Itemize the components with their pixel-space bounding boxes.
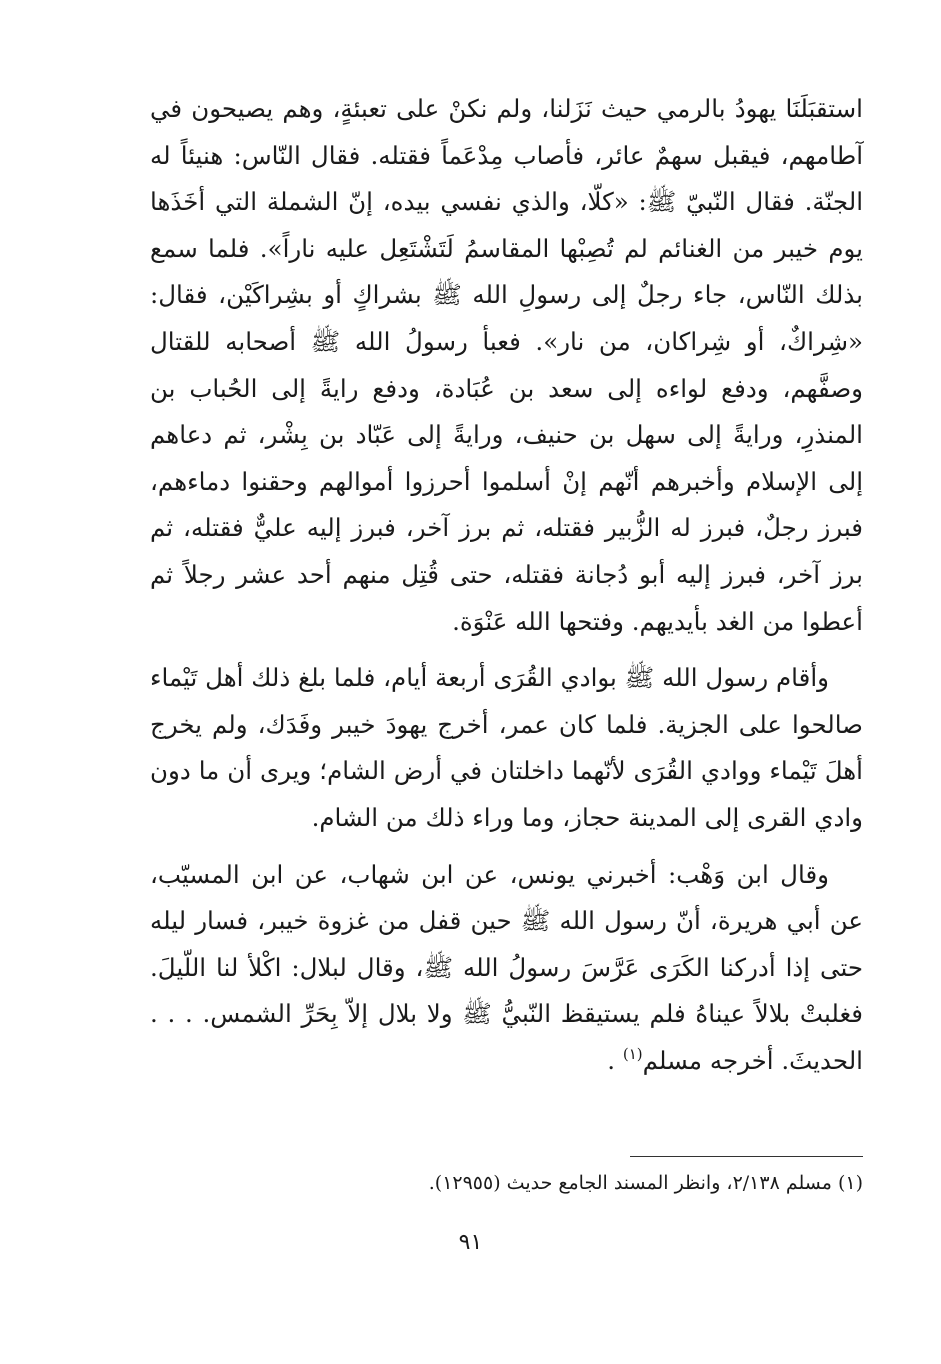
main-text	[150, 86, 863, 1084]
paragraph-3	[150, 852, 863, 1085]
paragraph-3-text: وقال ابن وَهْب: أخبرني يونس، عن ابن شهاب، عن ابن المسيّب، عن أبي هريرة، أنّ رسول الله ﷺ حين قفل من غزوة خيبر، فسار ليله حتى إذا أدركنا الكَرَى عَرَّسَ رسولُ الله ﷺ، وقال لبلال: اكْلأ لنا اللّيلَ. فغلبتْ بلالاً عيناهُ فلم يستيقظ النّبيُّ ﷺ ولا بلال إلاّ بِحَرِّ الشمس. . . . الحديثَ. أخرجه مسلم	[150, 859, 863, 1075]
footnote-divider	[630, 1156, 863, 1157]
footnote: (١) مسلم ٢/١٣٨، وانظر المسند الجامع حديث (١٢٩٥٥).	[428, 1172, 863, 1194]
footnote-reference: (١)	[622, 1044, 643, 1063]
paragraph-2: وأقام رسول الله ﷺ بوادي القُرَى أربعة أيام، فلما بلغ ذلك أهل تَيْماء صالحوا على الجزية. فلما كان عمر، أخرج يهودَ خيبر وفَدَك، ولم يخرج أهلَ تَيْماء ووادي القُرَى لأنّهما داخلتان في أرض الشام؛ ويرى أن ما دون وادي القرى إلى المدينة حجاز، وما وراء ذلك من الشام.	[150, 663, 863, 832]
page-number: ٩١	[458, 1230, 483, 1255]
paragraph-1: استقبَلَنَا يهودُ بالرمي حيث نَزَلنا، ولم نكنْ على تعبئةٍ، وهم يصيحون في آطامهم، فيقبل سهمٌ عائر، فأصاب مِدْعَماً فقتله. فقال النّاس: هنيئاً له الجنّة. فقال النّبيّ ﷺ: «كلّا، والذي نفسي بيده، إنّ الشملة التي أخَذَها يوم خيبر من الغنائم لم تُصِبْها المقاسمُ لَتَشْتَعِل عليه ناراً». فلما سمع بذلك النّاس، جاء رجلٌ إلى رسولِ الله ﷺ بشراكٍ أو بشِراكَيْن، فقال: «شِراكٌ، أو شِراكان، من نار». فعبأ رسولُ الله ﷺ أصحابه للقتال وصفَّهم، ودفع لواءه إلى سعد بن عُبَادة، ودفع رايةً إلى الحُباب بن المنذرِ، ورايةً إلى سهل بن حنيف، ورايةً إلى عَبّاد بن بِشْر، ثم دعاهم إلى الإسلام وأخبرهم أنّهم إنْ أسلموا أحرزوا أموالهم وحقنوا دماءهم، فبرز رجلٌ، فبرز له الزُّبير فقتله، ثم برز آخر، فبرز إليه عليٌّ فقتله، ثم برز آخر، فبرز إليه أبو دُجانة فقتله، حتى قُتِل منهم أحد عشر رجلاً ثم أعطوا من الغد بأيديهم. وفتحها الله عَنْوَة.	[150, 94, 863, 636]
paragraph-3-tail: .	[607, 1045, 623, 1075]
